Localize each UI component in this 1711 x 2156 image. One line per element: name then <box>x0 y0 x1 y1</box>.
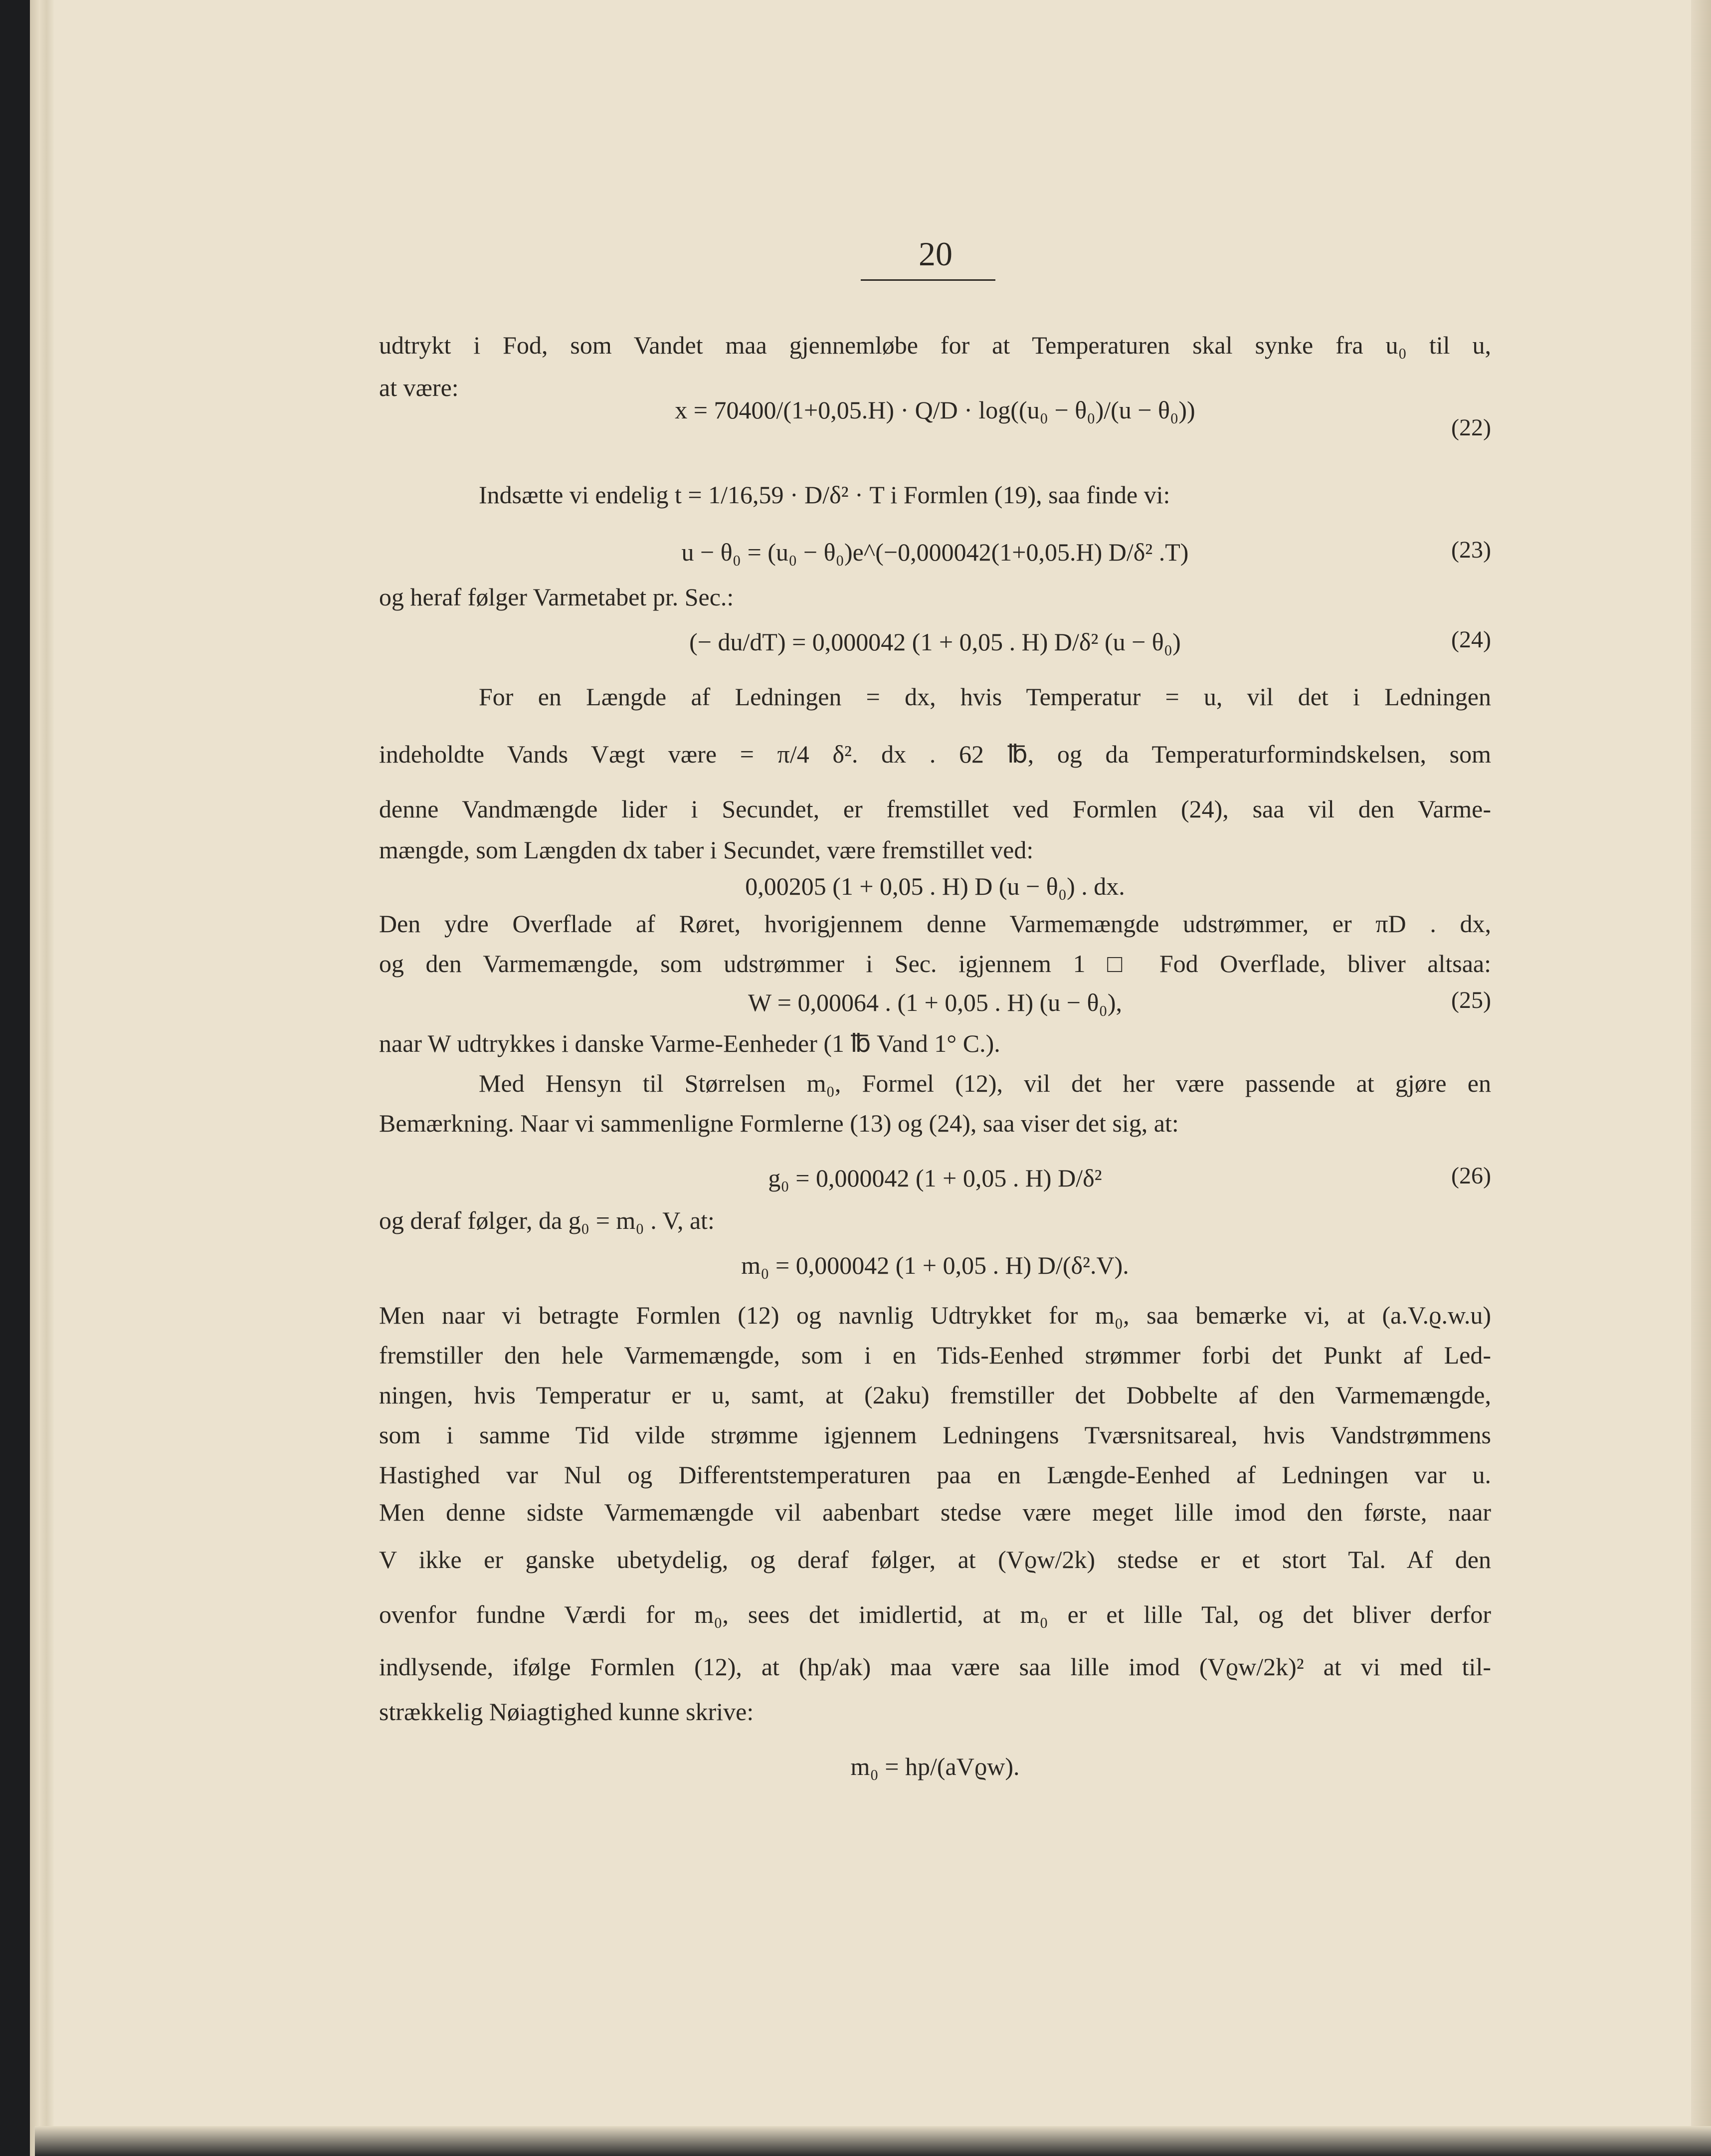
equation-m0-first-body: m₀ = 0,000042 (1 + 0,05 . H) D/(δ².V). <box>741 1251 1129 1279</box>
equation-m0-final-body: m₀ = hp/(aVϱw). <box>850 1753 1020 1780</box>
text-line: For en Længde af Ledningen = dx, hvis Temperatur = u, vil det i Ledningen <box>479 683 1491 711</box>
equation-number: (25) <box>1451 987 1491 1013</box>
equation-22-body: x = 70400/(1+0,05.H) · Q/D · log((u₀ − θ₀)/(u − θ₀)) <box>675 396 1195 424</box>
equation-23-body: u − θ₀ = (u₀ − θ₀)e^(−0,000042(1+0,05.H) D/δ² .T) <box>681 538 1189 566</box>
text-line: ovenfor fundne Værdi for m₀, sees det imidlertid, at m₀ er et lille Tal, og det bliver derfor <box>379 1600 1491 1628</box>
text-line: Hastighed var Nul og Differentstemperaturen paa en Længde-Eenhed af Ledningen var u. <box>379 1461 1491 1489</box>
text-line: Men denne sidste Varmemængde vil aabenbart stedse være meget lille imod den første, naar <box>379 1498 1491 1526</box>
text-line: og deraf følger, da g₀ = m₀ . V, at: <box>379 1206 715 1234</box>
text-line: V ikke er ganske ubetydelig, og deraf følger, at (Vϱw/2k) stedse er et stort Tal. Af den <box>379 1546 1491 1573</box>
text-line: Men naar vi betragte Formlen (12) og navnlig Udtrykket for m₀, saa bemærke vi, at (a.V.ϱ.w.u) <box>379 1301 1491 1329</box>
text-line: som i samme Tid vilde strømme igjennem Ledningens Tværsnitsareal, hvis Vandstrømmens <box>379 1421 1491 1449</box>
equation-number: (22) <box>1451 414 1491 441</box>
equation-heat-loss-dx <box>379 870 1491 902</box>
equation-26 <box>379 1162 1491 1194</box>
equation-25 <box>379 986 1491 1018</box>
equation-heat-loss-dx-body: 0,00205 (1 + 0,05 . H) D (u − θ₀) . dx. <box>745 872 1125 900</box>
text-line: Bemærkning. Naar vi sammenligne Formlerne (13) og (24), saa viser det sig, at: <box>379 1109 1179 1137</box>
equation-22 <box>379 394 1491 464</box>
page-number-rule <box>861 279 995 281</box>
equation-24 <box>379 626 1491 658</box>
equation-23 <box>379 536 1491 568</box>
equation-25-body: W = 0,00064 . (1 + 0,05 . H) (u − θ₀), <box>748 988 1122 1016</box>
page-edge-bottom <box>35 2126 1711 2156</box>
text-line: indeholdte Vands Vægt være = π/4 δ². dx . 62 ℔, og da Temperaturformindskelsen, som <box>379 740 1491 768</box>
text-line: ningen, hvis Temperatur er u, samt, at (2aku) fremstiller det Dobbelte af den Varmemængde, <box>379 1381 1491 1409</box>
text-line: udtrykt i Fod, som Vandet maa gjennemløbe for at Temperaturen skal synke fra u₀ til u, <box>379 331 1491 359</box>
equation-m0-first <box>379 1249 1491 1281</box>
text-line: denne Vandmængde lider i Secundet, er fremstillet ved Formlen (24), saa vil den Varme- <box>379 795 1491 823</box>
text-line: og den Varmemængde, som udstrømmer i Sec. igjennem 1 □ Fod Overflade, bliver altsaa: <box>379 950 1491 978</box>
page-number: 20 <box>919 235 952 273</box>
equation-number: (23) <box>1451 537 1491 563</box>
text-line: Den ydre Overflade af Røret, hvorigjennem denne Varmemængde udstrømmer, er πD . dx, <box>379 910 1491 938</box>
equation-number: (26) <box>1451 1163 1491 1189</box>
equation-24-body: (− du/dT) = 0,000042 (1 + 0,05 . H) D/δ² (u − θ₀) <box>689 628 1181 656</box>
text-line: indlysende, ifølge Formlen (12), at (hp/ak) maa være saa lille imod (Vϱw/2k)² at vi med til- <box>379 1653 1491 1681</box>
text-line: mængde, som Længden dx taber i Secundet, være fremstillet ved: <box>379 836 1034 864</box>
text-line: og heraf følger Varmetabet pr. Sec.: <box>379 583 734 611</box>
text-line: naar W udtrykkes i danske Varme-Eenheder (1 ℔ Vand 1° C.). <box>379 1029 1000 1057</box>
page-binding <box>30 0 54 2156</box>
text-line: Med Hensyn til Størrelsen m₀, Formel (12), vil det her være passende at gjøre en <box>479 1069 1491 1097</box>
equation-26-body: g₀ = 0,000042 (1 + 0,05 . H) D/δ² <box>768 1164 1102 1192</box>
text-line: strækkelig Nøiagtighed kunne skrive: <box>379 1698 754 1726</box>
page-edge-right <box>1691 0 1711 2156</box>
text-line: Indsætte vi endelig t = 1/16,59 · D/δ² · T i Formlen (19), saa finde vi: <box>479 481 1170 509</box>
text-line: fremstiller den hele Varmemængde, som i en Tids-Eenhed strømmer forbi det Punkt af Led- <box>379 1341 1491 1369</box>
equation-number: (24) <box>1451 626 1491 653</box>
equation-m0-final <box>379 1751 1491 1782</box>
text-line: at være: <box>379 374 459 401</box>
